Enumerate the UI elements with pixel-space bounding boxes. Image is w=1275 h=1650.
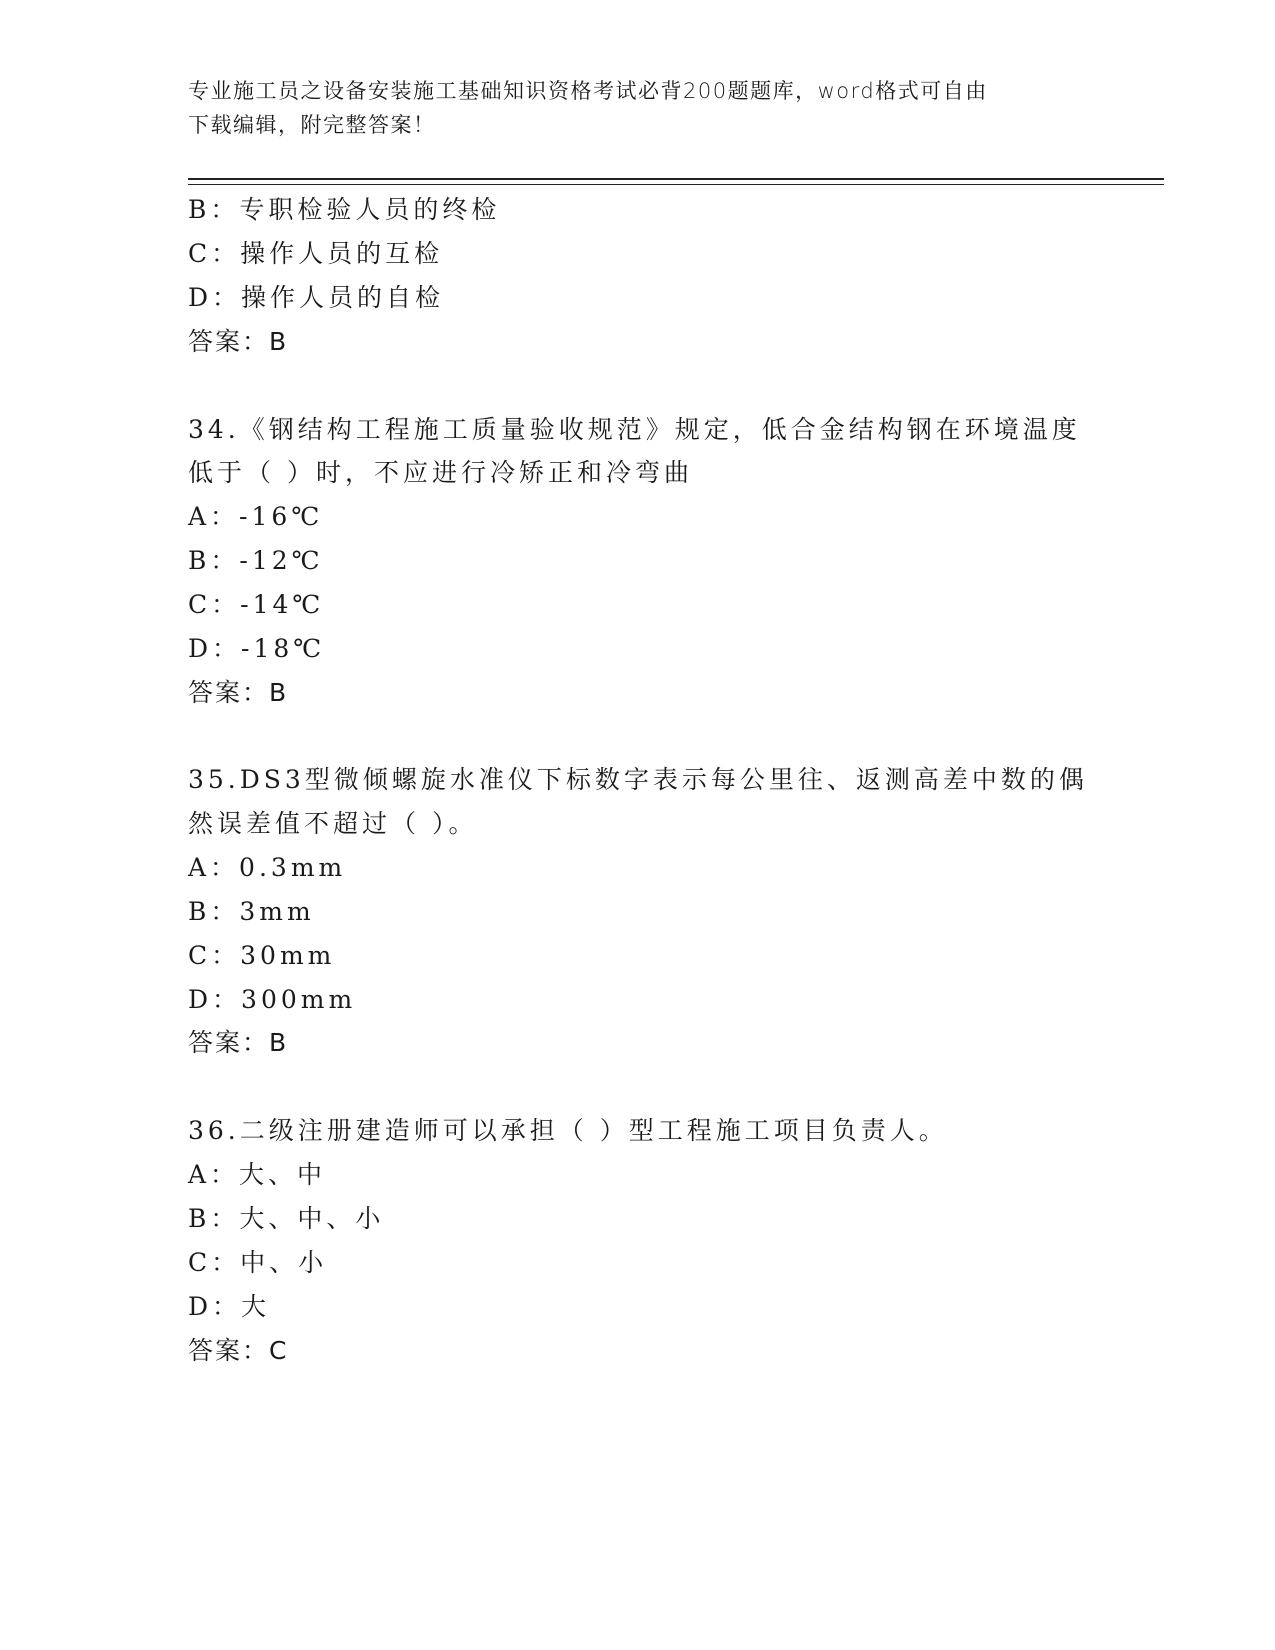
q35-option-a: A：0.3mm (188, 853, 347, 882)
q35-stem-line-2: 然误差值不超过（ ）。 (188, 809, 478, 838)
q34-option-c: C：-14℃ (188, 590, 325, 619)
q34-stem-line-1: 34.《钢结构工程施工质量验收规范》规定，低合金结构钢在环境温度 (188, 415, 1081, 444)
q35-stem-line-1: 35.DS3型微倾螺旋水准仪下标数字表示每公里往、返测高差中数的偶 (188, 765, 1088, 794)
q35-option-d: D：300mm (188, 985, 357, 1014)
q35-answer: 答案：B (188, 1028, 289, 1057)
q36-option-a: A：大、中 (188, 1160, 327, 1189)
q36-answer: 答案：C (188, 1336, 289, 1365)
prev-option-c: C：操作人员的互检 (188, 239, 444, 268)
header-divider-thick (188, 178, 1164, 180)
header-divider-thin (188, 184, 1164, 185)
q34-option-d: D：-18℃ (188, 634, 326, 663)
prev-answer: 答案：B (188, 327, 289, 356)
q34-answer: 答案：B (188, 678, 289, 707)
q35-option-c: C：30mm (188, 941, 336, 970)
q34-stem-line-2: 低于（ ）时，不应进行冷矫正和冷弯曲 (188, 458, 693, 487)
q34-option-a: A：-16℃ (188, 502, 324, 531)
document-header (188, 74, 1088, 142)
prev-option-d: D：操作人员的自检 (188, 283, 445, 312)
q34-option-b: B：-12℃ (188, 546, 324, 575)
header-line-1: 专业施工员之设备安装施工基础知识资格考试必背200题题库，word格式可自由 (188, 79, 988, 103)
q36-stem-line-1: 36.二级注册建造师可以承担（ ）型工程施工项目负责人。 (188, 1116, 948, 1145)
q36-option-c: C：中、小 (188, 1248, 328, 1277)
q36-option-b: B：大、中、小 (188, 1204, 385, 1233)
prev-option-b: B：专职检验人员的终检 (188, 195, 501, 224)
q36-option-d: D：大 (188, 1292, 271, 1321)
q35-option-b: B：3mm (188, 897, 315, 926)
header-line-2: 下载编辑，附完整答案！ (188, 113, 436, 137)
